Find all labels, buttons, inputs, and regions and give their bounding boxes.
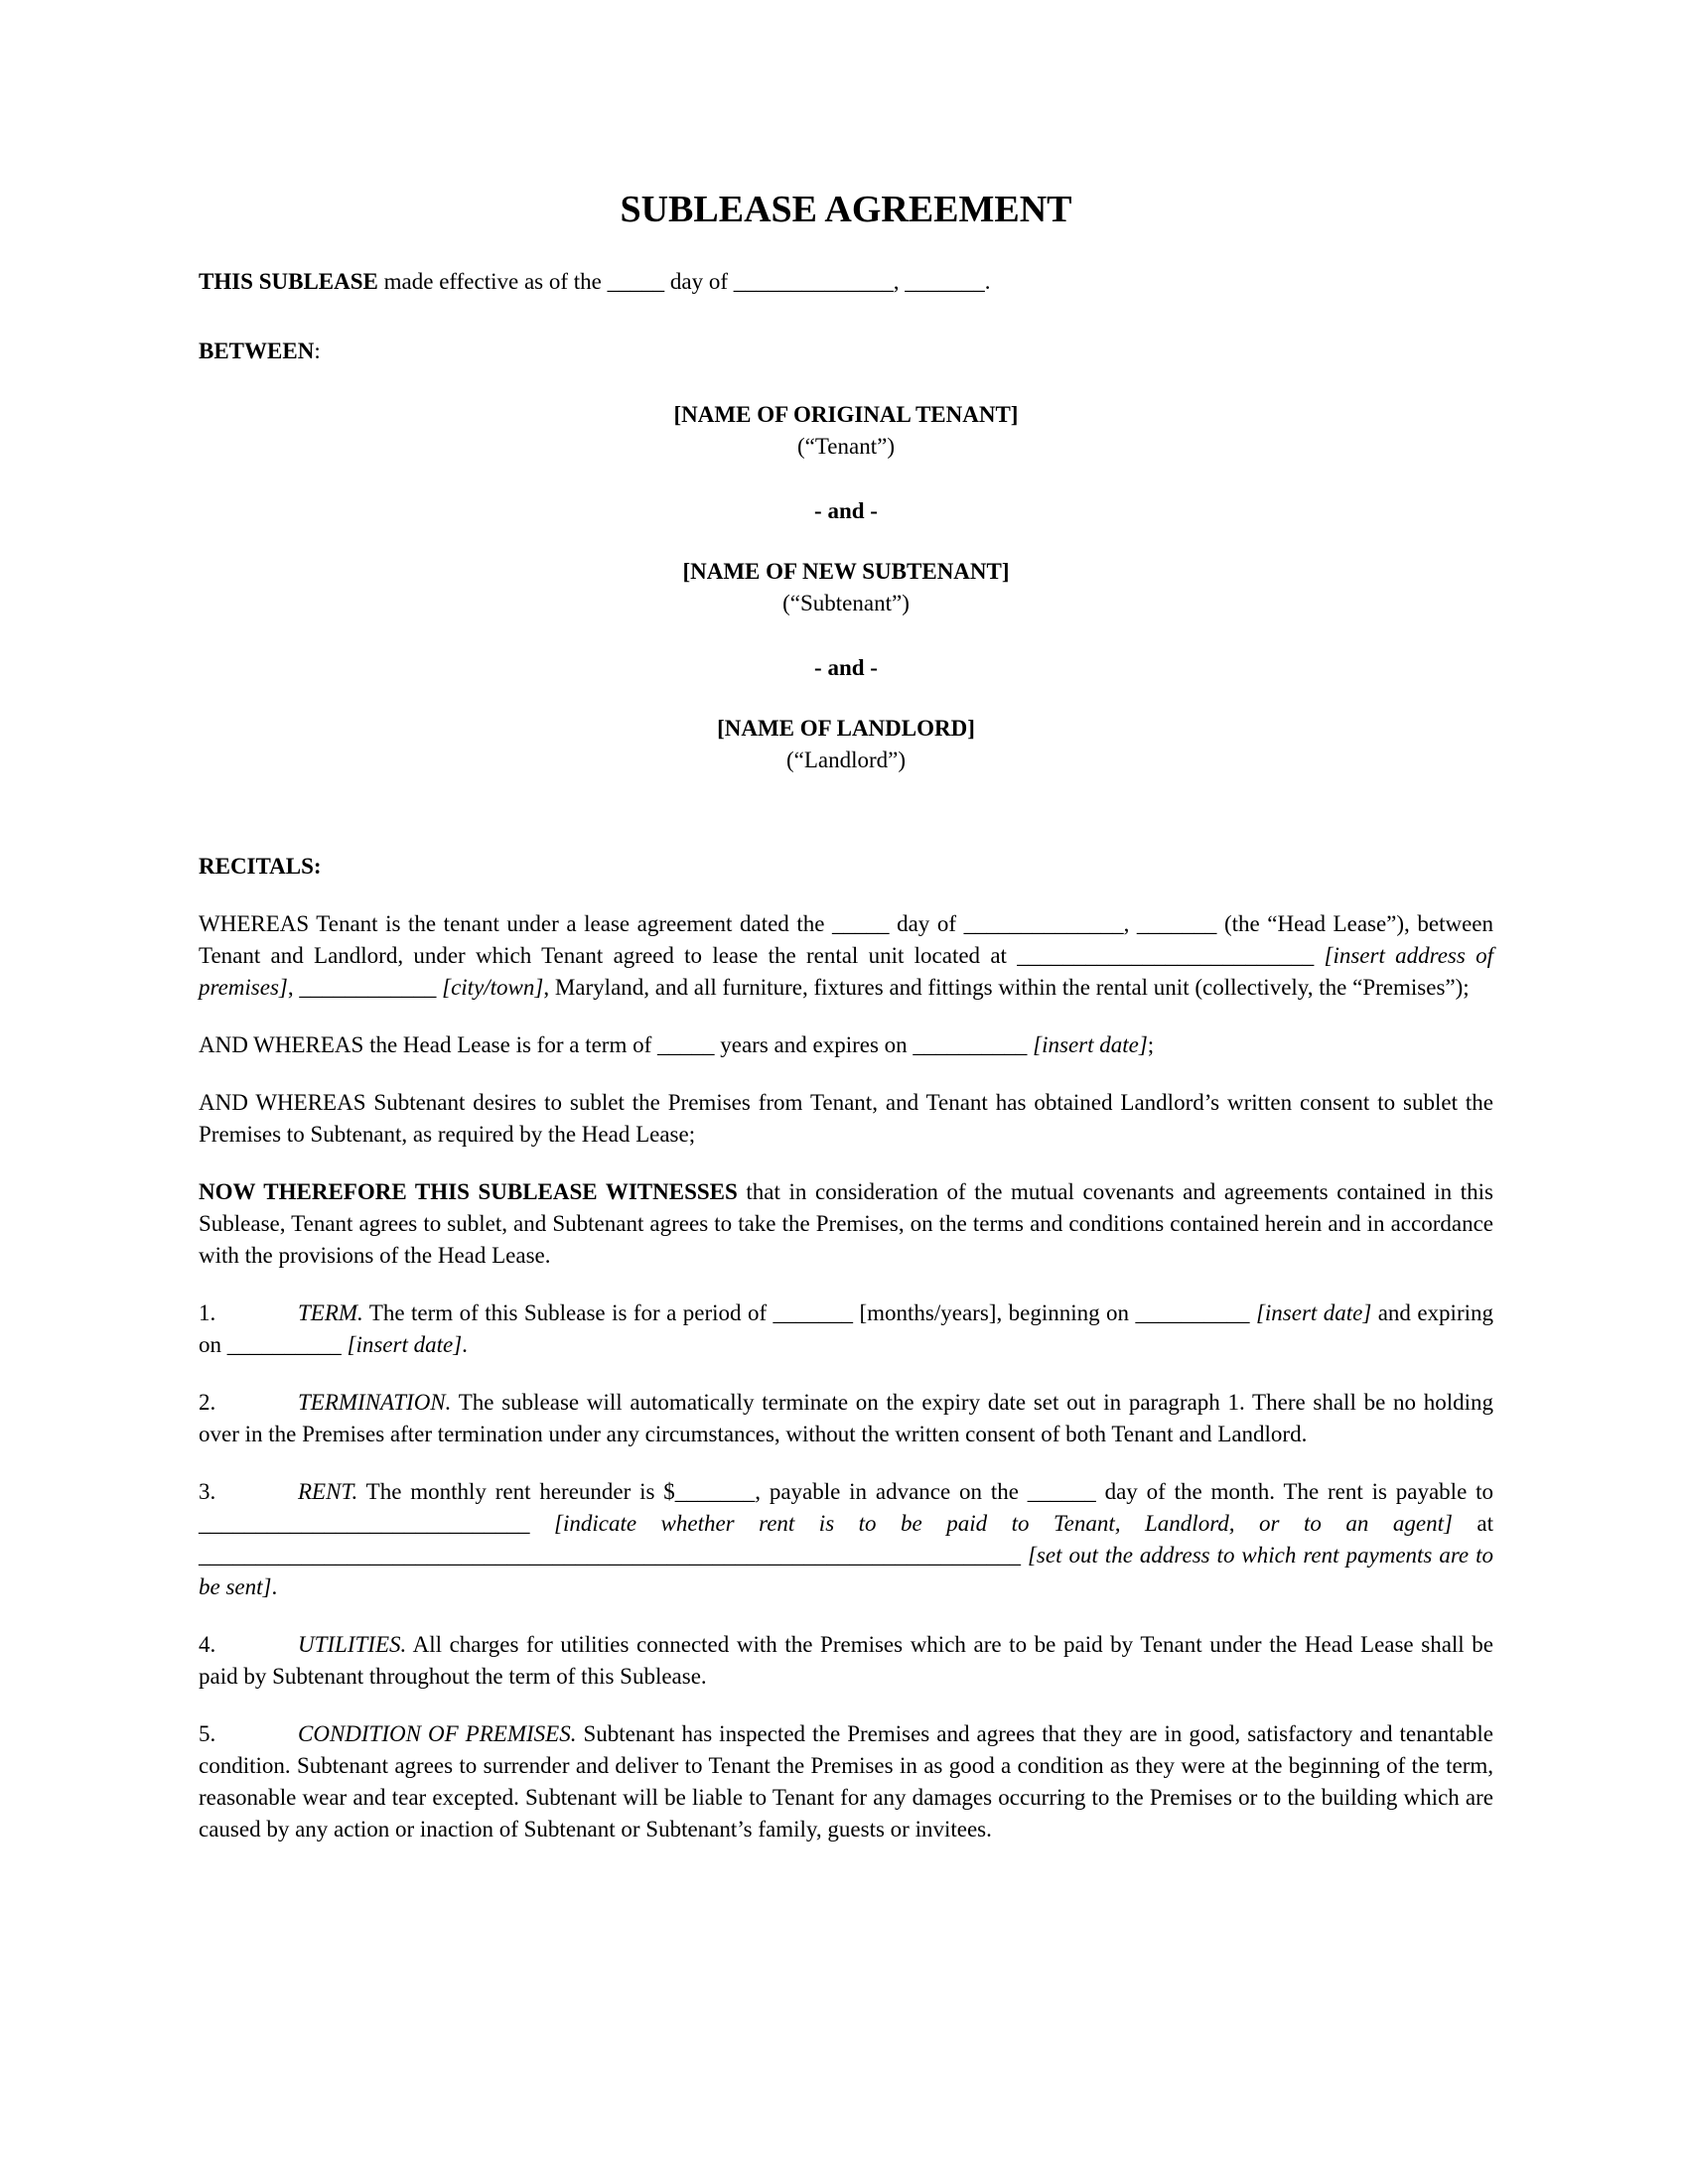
section-1-text: TERM. The term of this Sublease is for a period of _______ [months/years], beginning on __________ [insert date] and expiring on __________ [insert date]. xyxy=(199,1300,1493,1357)
party-original-tenant xyxy=(199,399,1493,463)
section-2-text: TERMINATION. The sublease will automatically terminate on the expiry date set out in paragraph 1. There shall be no holding over in the Premises after termination under any circumstances, without the written consent of both Tenant and Landlord. xyxy=(199,1390,1493,1446)
recital-whereas-consent: AND WHEREAS Subtenant desires to sublet the Premises from Tenant, and Tenant has obtained Landlord’s written consent to sublet the Premises to Subtenant, as required by the Head Lease; xyxy=(199,1090,1493,1147)
party-new-subtenant xyxy=(199,556,1493,619)
section-4-number: 4. xyxy=(199,1632,216,1657)
between-label: BETWEEN: xyxy=(199,339,321,363)
recital-whereas-head-lease: WHEREAS Tenant is the tenant under a lease agreement dated the _____ day of ______________, _______ (the “Head Lease”), between Tenant and Landlord, under which Tenant agreed to lease the rental unit located at __________________________ [insert address of premises], ____________ [city/town], Maryland, and all furniture, fixtures and fittings within the rental unit (collectively, the “Premises”); xyxy=(199,911,1493,1000)
party-alias-landlord: (“Landlord”) xyxy=(785,748,907,772)
recitals-heading: RECITALS: xyxy=(199,854,322,879)
party-name-original-tenant: [NAME OF ORIGINAL TENANT] xyxy=(673,402,1019,427)
intro-paragraph: THIS SUBLEASE made effective as of the _____ day of ______________, _______. xyxy=(199,269,991,294)
section-2-termination xyxy=(199,1387,1493,1450)
section-4-utilities xyxy=(199,1629,1493,1693)
section-5-number: 5. xyxy=(199,1721,216,1746)
section-2-number: 2. xyxy=(199,1390,216,1415)
section-1-number: 1. xyxy=(199,1300,216,1325)
party-name-new-subtenant: [NAME OF NEW SUBTENANT] xyxy=(682,559,1010,584)
party-name-landlord: [NAME OF LANDLORD] xyxy=(717,716,975,741)
document-title: SUBLEASE AGREEMENT xyxy=(620,189,1072,230)
section-5-condition-of-premises xyxy=(199,1718,1493,1845)
section-3-number: 3. xyxy=(199,1479,216,1504)
recital-whereas-term: AND WHEREAS the Head Lease is for a term of _____ years and expires on __________ [insert date]; xyxy=(199,1032,1155,1057)
and-separator: - and - xyxy=(814,498,878,523)
and-separator: - and - xyxy=(814,655,878,680)
party-alias-subtenant: (“Subtenant”) xyxy=(782,591,910,615)
party-landlord xyxy=(199,713,1493,776)
section-5-text: CONDITION OF PREMISES. Subtenant has inspected the Premises and agrees that they are in good, satisfactory and tenantable condition. Subtenant agrees to surrender and deliver to Tenant the Premises in as good a condition as they were at the beginning of the term, reasonable wear and tear excepted. Subtenant will be liable to Tenant for any damages occurring to the Premises or to the building which are caused by any action or inaction of Subtenant or Subtenant’s family, guests or invitees. xyxy=(199,1721,1493,1842)
section-4-text: UTILITIES. All charges for utilities connected with the Premises which are to be paid by Tenant under the Head Lease shall be paid by Subtenant throughout the term of this Sublease. xyxy=(199,1632,1493,1689)
recital-now-therefore: NOW THEREFORE THIS SUBLEASE WITNESSES that in consideration of the mutual covenants and agreements contained in this Sublease, Tenant agrees to sublet, and Subtenant agrees to take the Premises, on the terms and conditions contained herein and in accordance with the provisions of the Head Lease. xyxy=(199,1179,1493,1268)
section-3-rent xyxy=(199,1476,1493,1603)
section-3-text: RENT. The monthly rent hereunder is $_______, payable in advance on the ______ day of the month. The rent is payable to _____________________________ [indicate whether rent is to be paid to Tenant, Landlord, or to an agent] at ________________________________________________________________________ [set out the address to which rent payments are to be sent]. xyxy=(199,1479,1494,1599)
section-1-term xyxy=(199,1297,1493,1361)
party-alias-tenant: (“Tenant”) xyxy=(797,434,895,459)
